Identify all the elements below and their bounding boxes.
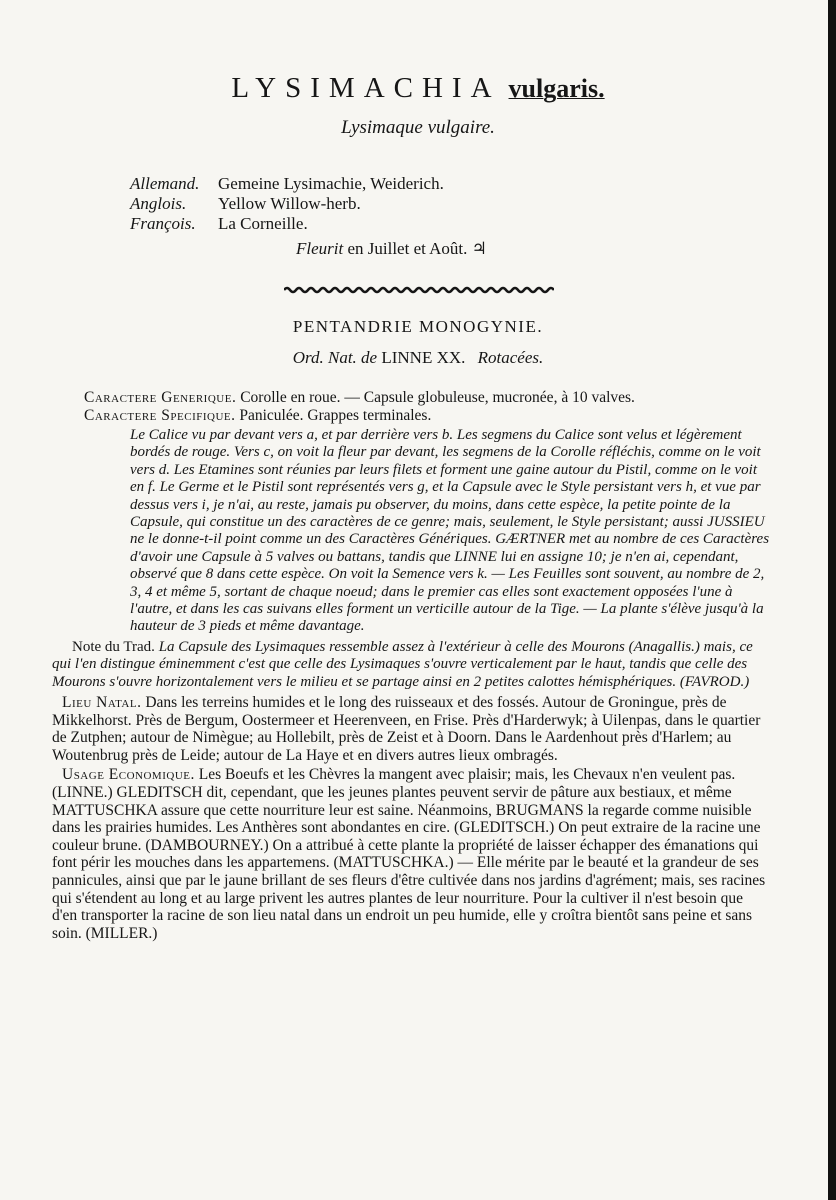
generic-text: Corolle en roue. — Capsule globuleuse, mucronée, à 10 valves. bbox=[240, 389, 635, 406]
generic-character bbox=[52, 389, 772, 407]
habitat-text: Dans les terreins humides et le long des ruisseaux et des fossés. Autour de Groningue, près de Mikkelhorst. Près de Bergum, Oostermeer et Heerenveen, en Frise. Près d'Harderwyk; à Uilenpas, dans le quartier de Zutphen; autour de Nimègue; au Hollebilt, près de Zeist et à Doorn. Dans le Aardenhout près d'Harlem; au Woutenbrug près de Leide; autour de La Haye et en divers autres lieux ombragés. bbox=[52, 694, 761, 764]
translator-note bbox=[52, 639, 772, 691]
common-name-row bbox=[130, 174, 444, 194]
perennial-symbol: ♃ bbox=[471, 239, 487, 258]
common-names-list bbox=[130, 174, 444, 234]
flowering-period bbox=[296, 239, 487, 259]
flowering-verb: Fleurit bbox=[296, 239, 344, 258]
flowering-text: en Juillet et Août. bbox=[347, 239, 468, 258]
common-name: La Corneille. bbox=[218, 214, 308, 233]
order-author: LINNE XX. bbox=[381, 348, 466, 367]
note-text: La Capsule des Lysimaques ressemble assez à l'extérieur à celle des Mourons (Anagallis.) mais, ce qui l'en distingue éminemment c'est que celle des Lysimaques s'ouvre verticalement par le haut, tandis que celle des Mourons s'ouvre horizontalement vers le milieu et se partage ainsi en 2 petites calottes hémisphériques. (FAVROD.) bbox=[52, 638, 753, 690]
common-name-row bbox=[130, 194, 444, 214]
genus-name: LYSIMACHIA bbox=[231, 72, 501, 104]
specific-text: Paniculée. Grappes terminales. bbox=[239, 407, 432, 424]
note-label: Note du Trad. bbox=[72, 638, 155, 655]
natural-order bbox=[0, 348, 836, 368]
ornamental-rule bbox=[284, 286, 554, 294]
native-habitat bbox=[52, 694, 772, 764]
usage-heading: Usage Economique. bbox=[62, 766, 195, 784]
common-name: Yellow Willow-herb. bbox=[218, 194, 361, 213]
common-name: Gemeine Lysimachie, Weiderich. bbox=[218, 174, 444, 193]
ornament-graphic bbox=[284, 286, 554, 294]
page-title bbox=[0, 72, 836, 105]
species-name: vulgaris. bbox=[508, 74, 605, 103]
order-family: Rotacées. bbox=[477, 348, 544, 367]
common-name-row bbox=[130, 214, 444, 234]
specific-character bbox=[52, 407, 772, 425]
habitat-heading: Lieu Natal. bbox=[62, 694, 142, 712]
page-edge-shadow bbox=[828, 0, 836, 1200]
french-name: Lysimaque vulgaire. bbox=[341, 117, 495, 138]
language-label: Anglois. bbox=[130, 194, 187, 213]
usage-text: Les Boeufs et les Chèvres la mangent avec plaisir; mais, les Chevaux n'en veulent pas. (LINNE.) GLEDITSCH dit, cependant, que les jeunes plantes peuvent servir de pâture aux bestiaux, et même MATTUSCHKA assure que cette nourriture leur est saine. Néanmoins, BRUGMANS la regarde comme nuisible dans les prairies humides. Les Anthères sont abondantes en cire. (GLEDITSCH.) On peut extraire de la racine une couleur brune. (DAMBOURNEY.) On a attribué à cette plante la propriété de laisser échapper des émanations qui font périr les mouches dans les appartemens. (MATTUSCHKA.) — Elle mérite par le beauté et la grandeur de ses pannicules, ainsi que par le jaune brillant de ses fleurs d'être cultivée dans nos jardins d'agrément; mais, ses racines qui s'étendent au long et au large privent les autres plantes de leur nourriture. Pour la cultiver il n'est besoin que d'en transporter la racine de son lieu natal dans un endroit un peu humide, elle y croîtra bientôt sans peine et sans soin. (MILLER.) bbox=[52, 766, 766, 942]
main-text bbox=[52, 389, 772, 942]
specific-heading: Caractere Specifique. bbox=[84, 407, 236, 424]
economic-usage bbox=[52, 766, 772, 942]
language-label: Allemand. bbox=[130, 174, 200, 193]
language-label: François. bbox=[130, 214, 196, 233]
order-prefix: Ord. Nat. de bbox=[292, 348, 378, 367]
flower-description: Le Calice vu par devant vers a, et par derrière vers b. Les segmens du Calice sont velus et légèrement bordés de rouge. Vers c, on voit la fleur par devant, les segmens de la Corolle réfléchis, comme on le voit vers d. Les Etamines sont réunies par leurs filets et forment une gaine autour du Pistil, comme on le voit en f. Le Germe et le Pistil sont représentés vers g, et la Capsule avec le Style persistant vers h, et vue par dessus vers i, je n'ai, au reste, jamais pu observer, du moins, dans cette espèce, la petite pointe de la Capsule, qui constitue un des caractères de ce genre; mais, seulement, le Style persistant; aussi JUSSIEU ne le donne-t-il point comme un des Caractères Génériques. GÆRTNER met au nombre de ces Caractères d'avoir une Capsule à 5 valves ou battans, tandis que LINNE lui en assigne 10; je n'en ai, cependant, observé que 8 dans cette espèce. On voit la Semence vers k. — Les Feuilles sont souvent, au nombre de 2, 3, 4 et même 5, sortant de chaque noeud; dans le premier cas elles sont exactement opposées l'une à l'autre, et dans les cas suivans elles forment un verticille autour de la Tige. — La plante s'élève jusqu'à la hauteur de 3 pieds et même davantage. bbox=[130, 427, 770, 635]
generic-heading: Caractere Generique. bbox=[84, 389, 237, 406]
linnaean-class: PENTANDRIE MONOGYNIE. bbox=[292, 317, 544, 336]
